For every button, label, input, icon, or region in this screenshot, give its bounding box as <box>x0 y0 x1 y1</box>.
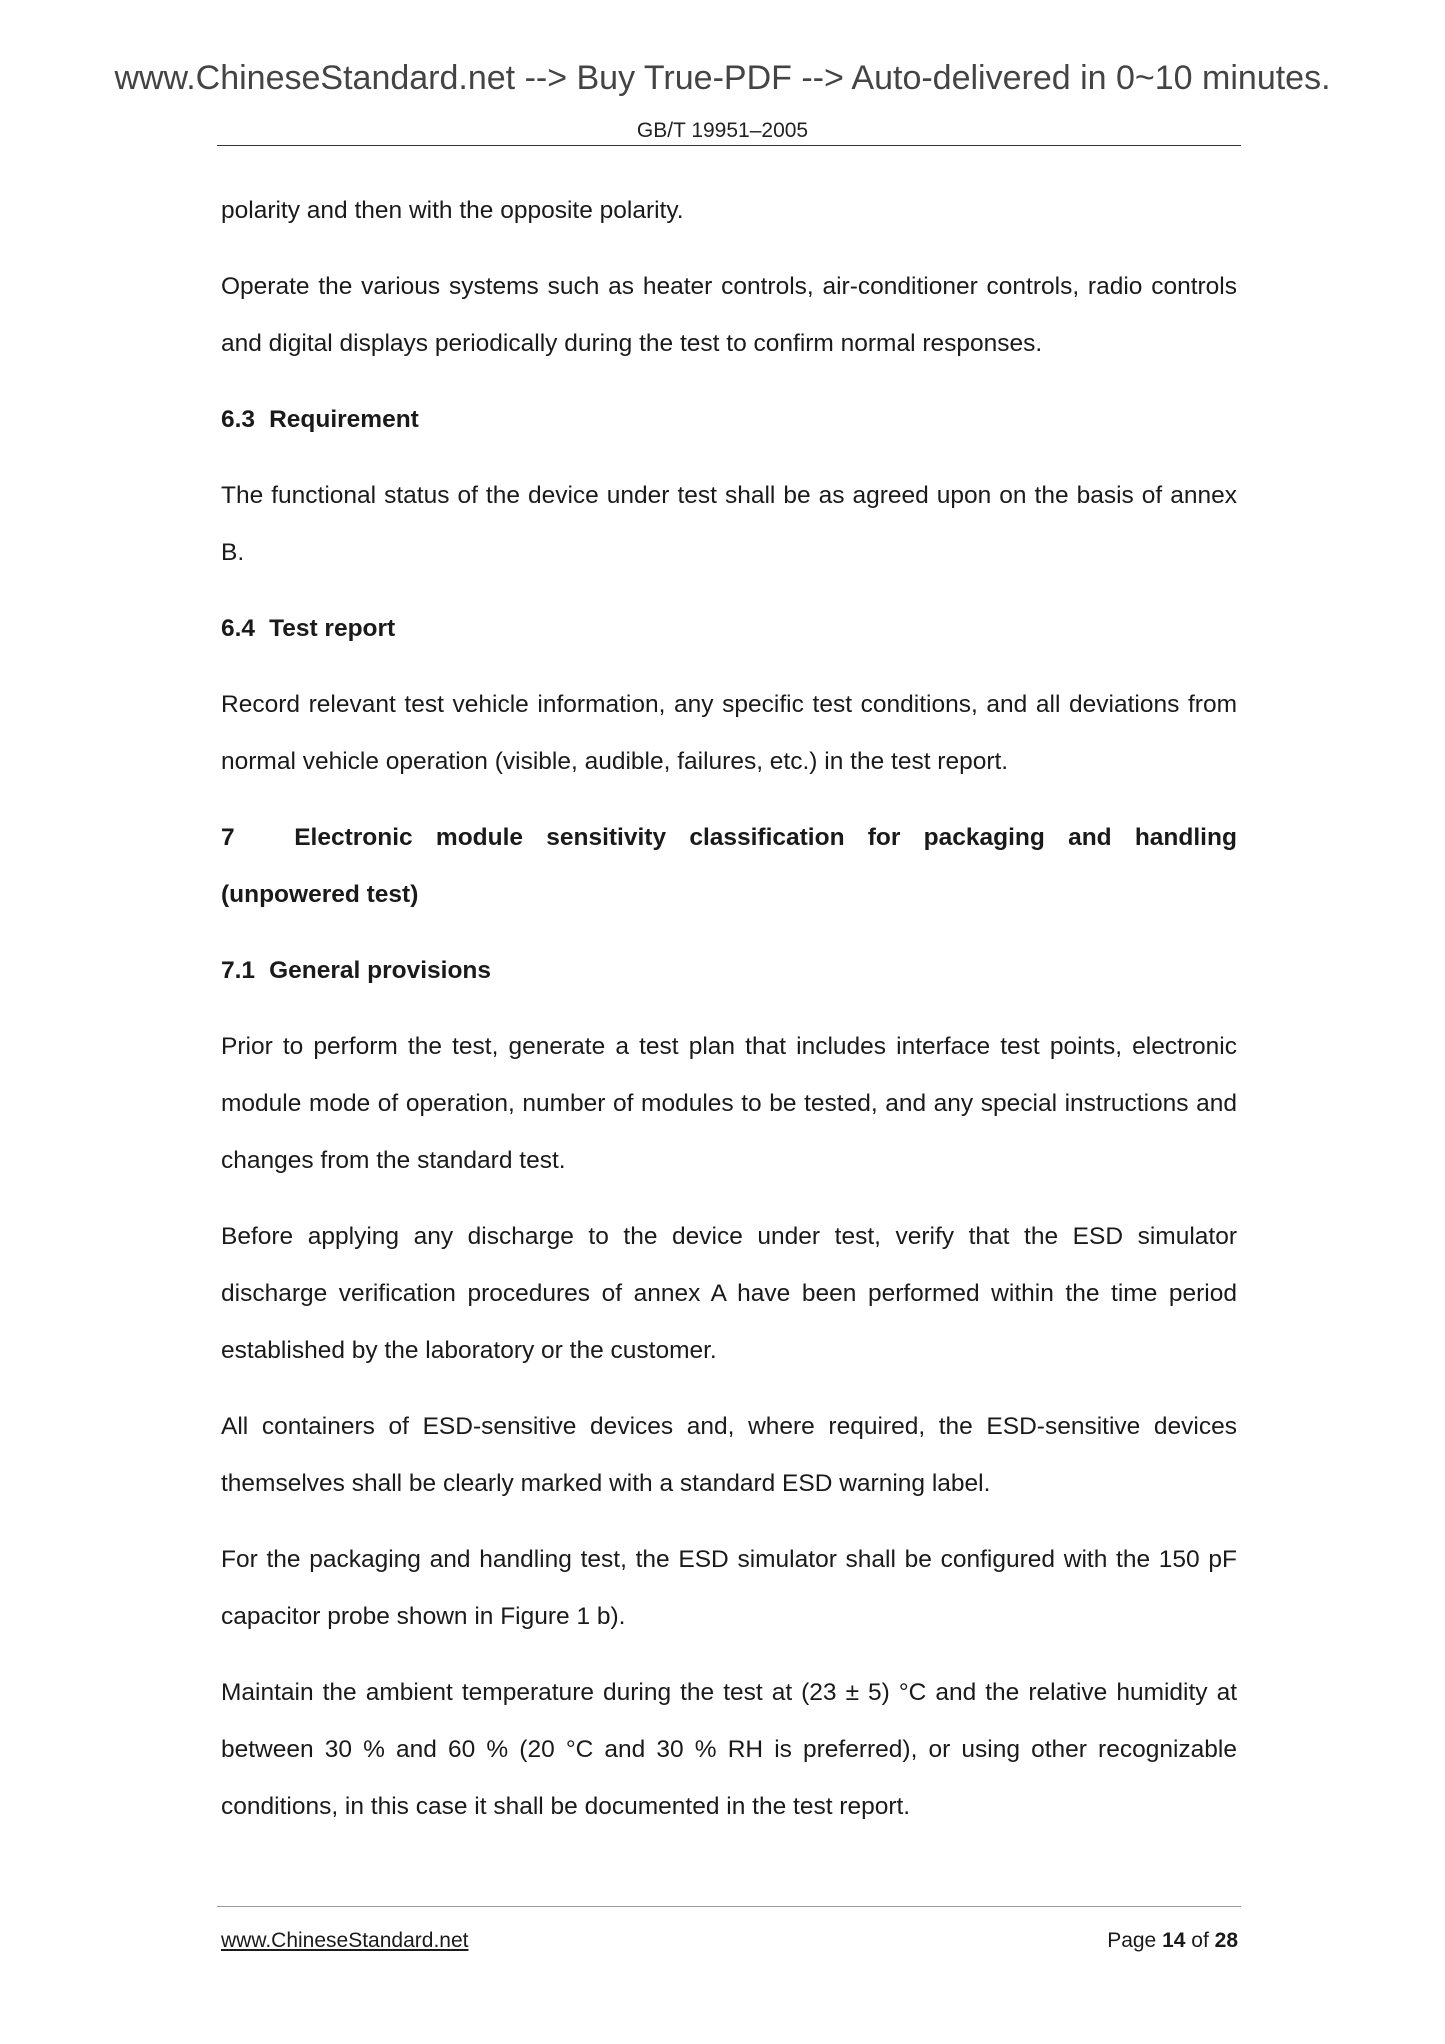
section-7-1-heading <box>221 942 1237 999</box>
page-number <box>1107 1927 1238 1955</box>
page-word: Page <box>1107 1929 1157 1952</box>
section-number: 6.3 <box>221 406 256 433</box>
section-title: Requirement <box>269 406 419 433</box>
page-current: 14 <box>1162 1929 1186 1952</box>
clause-number: 7 <box>221 824 235 851</box>
section-title: Test report <box>269 615 396 642</box>
paragraph-simulator-config: For the packaging and handling test, the ESD simulator shall be configured with the 150 pF capacitor probe shown in Figure 1 b). <box>221 1546 1237 1630</box>
section-number: 6.4 <box>221 615 256 642</box>
paragraph-esd-containers: All containers of ESD-sensitive devices and, where required, the ESD-sensitive devices themselves shall be clearly marked with a standard ESD warning label. <box>221 1413 1237 1497</box>
paragraph-operate-systems: Operate the various systems such as heater controls, air-conditioner controls, radio controls and digital displays periodically during the test to confirm normal responses. <box>221 273 1237 357</box>
heading-word: packaging <box>923 824 1045 851</box>
section-title: General provisions <box>269 957 491 984</box>
heading-word: handling <box>1134 824 1237 851</box>
of-word: of <box>1191 1929 1209 1952</box>
clause-7-heading <box>221 809 1237 923</box>
footer-divider <box>217 1906 1241 1907</box>
heading-word: classification <box>689 824 845 851</box>
paragraph-test-report: Record relevant test vehicle information, any specific test conditions, and all deviations from normal vehicle operation (visible, audible, failures, etc.) in the test report. <box>221 691 1237 775</box>
paragraph-test-plan: Prior to perform the test, generate a test plan that includes interface test points, electronic module mode of operation, number of modules to be tested, and any special instructions and changes from the standard test. <box>221 1033 1237 1174</box>
heading-word: sensitivity <box>546 824 667 851</box>
heading-word: and <box>1068 824 1112 851</box>
standard-code: GB/T 19951–2005 <box>636 119 809 142</box>
section-number: 7.1 <box>221 957 256 984</box>
document-body <box>221 182 1237 1854</box>
heading-word: Electronic <box>294 824 413 851</box>
paragraph-ambient-conditions: Maintain the ambient temperature during the test at (23 ± 5) °C and the relative humidity at between 30 % and 60 % (20 °C and 30 % RH is preferred), or using other recognizable conditions, in this case it shall be documented in the test report. <box>221 1679 1237 1820</box>
paragraph-requirement: The functional status of the device under test shall be as agreed upon on the basis of annex B. <box>221 482 1237 566</box>
paragraph-continuation: polarity and then with the opposite polarity. <box>221 197 684 224</box>
section-6-3-heading <box>221 391 1237 448</box>
footer-site-link[interactable]: www.ChineseStandard.net <box>221 1929 469 1952</box>
clause-7-heading-line2: (unpowered test) <box>221 881 419 908</box>
heading-word: for <box>867 824 901 851</box>
paragraph-verification: Before applying any discharge to the device under test, verify that the ESD simulator discharge verification procedures of annex A have been performed within the time period established by the laboratory or the customer. <box>221 1223 1237 1364</box>
purchase-banner: www.ChineseStandard.net --> Buy True-PDF --> Auto-delivered in 0~10 minutes. <box>114 59 1331 97</box>
page-total: 28 <box>1214 1929 1238 1952</box>
heading-word: module <box>435 824 524 851</box>
header-divider <box>217 145 1241 146</box>
section-6-4-heading <box>221 600 1237 657</box>
